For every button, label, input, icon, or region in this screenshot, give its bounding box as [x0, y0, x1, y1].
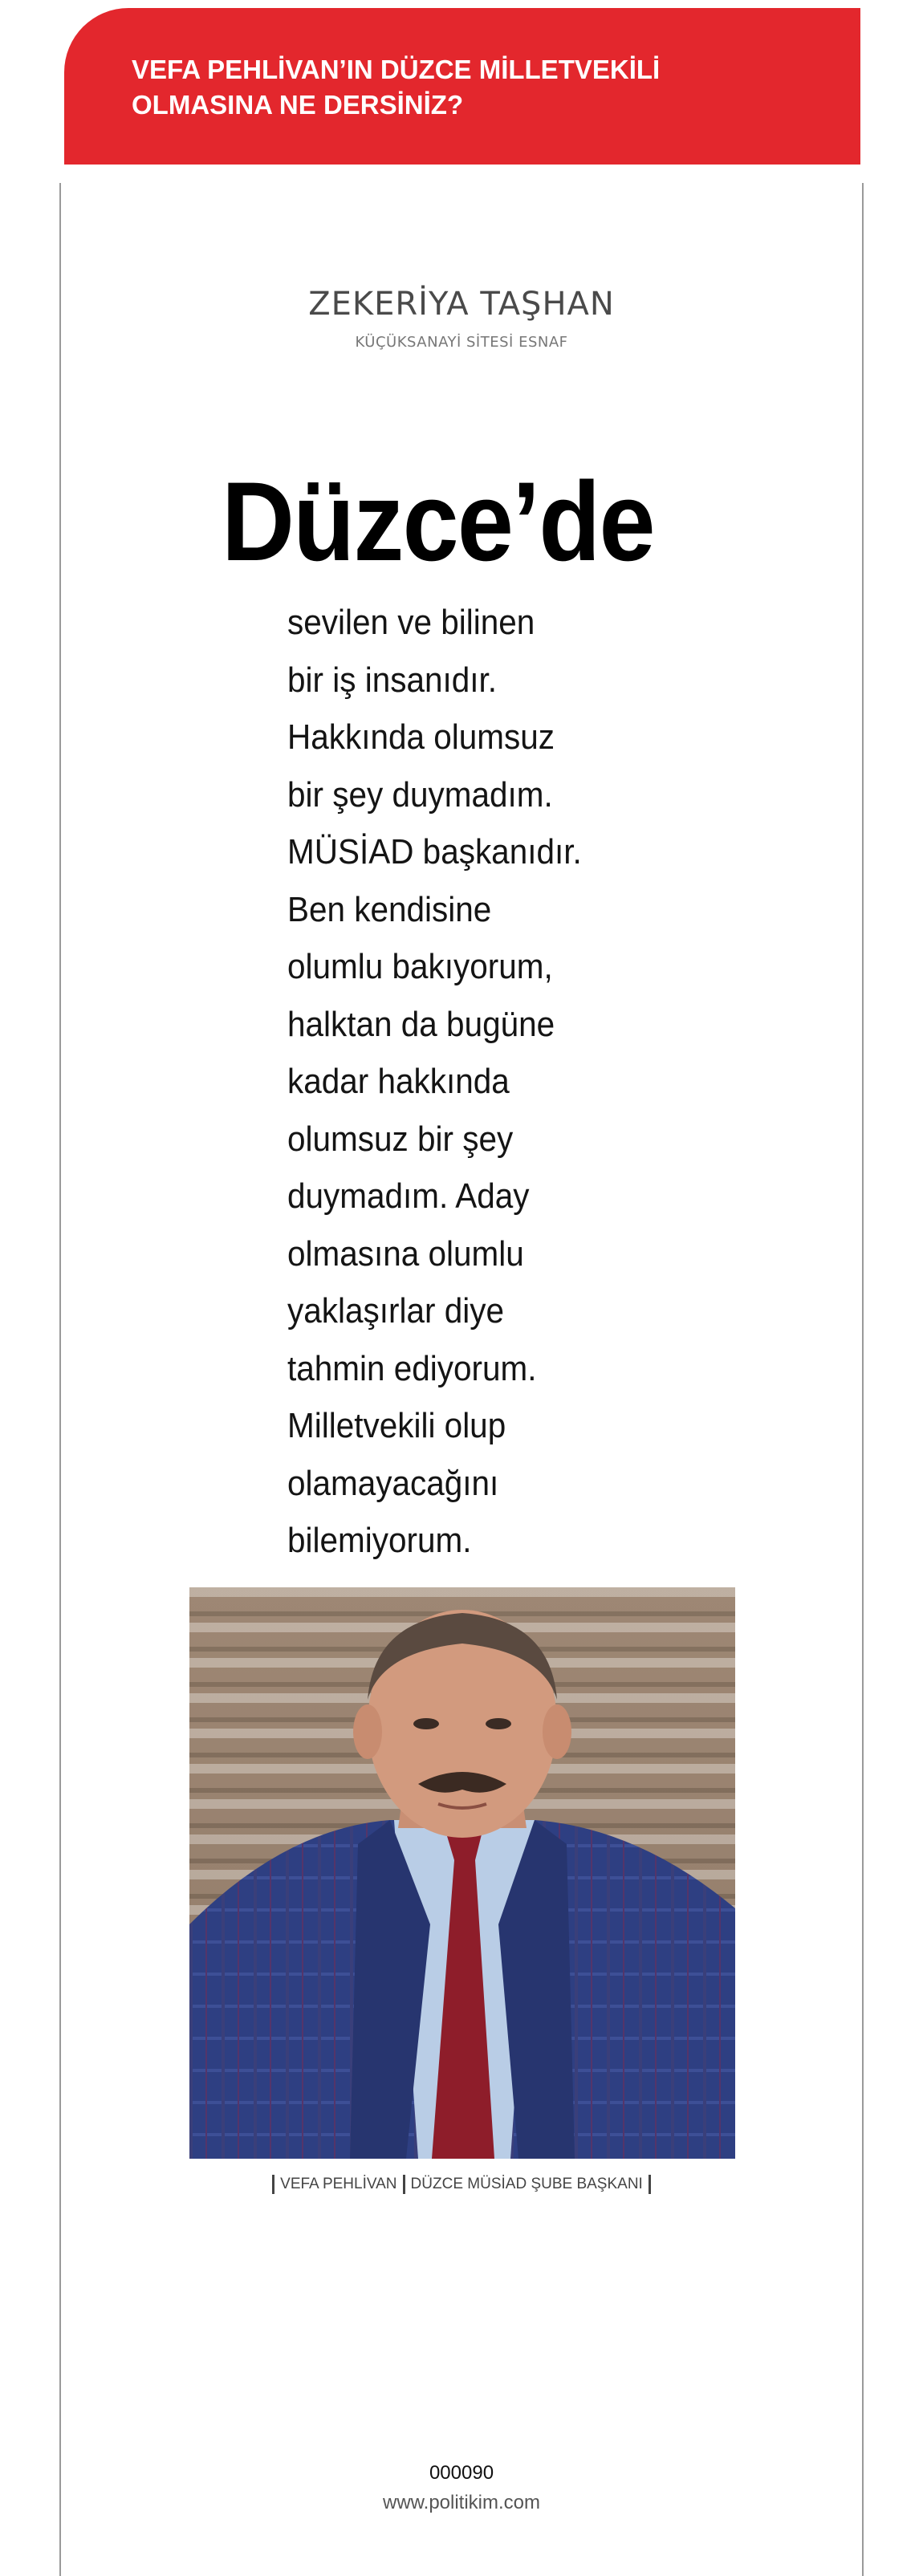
article-quote: sevilen ve bilinen bir iş insanıdır. Hakkında olumsuz bir şey duymadım. MÜSİAD başkanıdır. Ben kendisine olumlu bakıyorum, halktan da bugüne kadar hakkında olumsuz bir şey duymadım. Aday olmasına olumlu yaklaşırlar diye tahmin ediyorum. Milletvekili olup olamayacağını bilemiyorum.: [287, 603, 582, 1560]
portrait-illustration: [189, 1587, 735, 2159]
photo-caption: [0, 2175, 923, 2194]
header-banner: [64, 8, 860, 165]
author-name: ZEKERİYA TAŞHAN: [308, 286, 615, 323]
frame-left-border: [59, 183, 61, 2576]
site-url: www.politikim.com: [382, 2492, 541, 2513]
caption-name: VEFA PEHLİVAN: [280, 2176, 397, 2193]
caption-title: DÜZCE MÜSİAD ŞUBE BAŞKANI: [410, 2176, 643, 2193]
article-headline: Düzce’de: [222, 458, 654, 584]
header-title: VEFA PEHLİVAN’IN DÜZCE MİLLETVEKİLİ OLMASINA NE DERSİNİZ?: [132, 55, 661, 120]
frame-right-border: [862, 183, 864, 2576]
page-number: 000090: [429, 2462, 494, 2484]
caption-divider: [272, 2175, 274, 2194]
caption-divider: [649, 2175, 651, 2194]
author-role: KÜÇÜKSANAYİ SİTESİ ESNAF: [355, 334, 568, 351]
portrait-photo: [189, 1587, 735, 2159]
caption-divider: [403, 2175, 405, 2194]
